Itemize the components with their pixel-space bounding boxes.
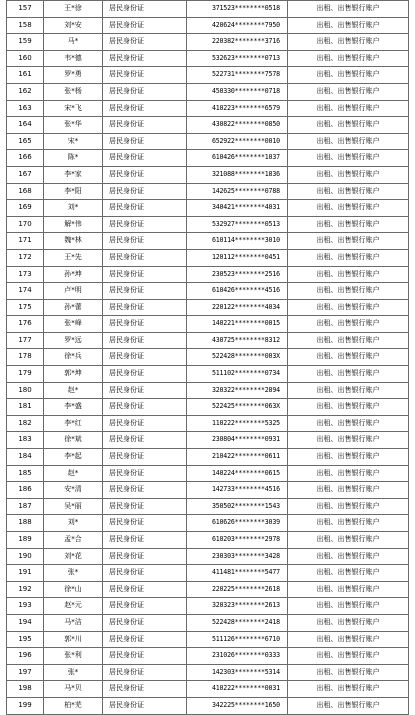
id-number: 532623********0713 <box>187 50 288 67</box>
row-number: 165 <box>7 133 44 150</box>
violation-reason: 出租、出售银行账户 <box>288 150 409 167</box>
violation-reason: 出租、出售银行账户 <box>288 117 409 134</box>
id-number: 522428********003X <box>187 349 288 366</box>
violation-reason: 出租、出售银行账户 <box>288 415 409 432</box>
id-number: 350502********1543 <box>187 498 288 515</box>
person-name: 宋*飞 <box>44 100 103 117</box>
id-number: 511126********6710 <box>187 631 288 648</box>
id-type: 居民身份证 <box>103 83 187 100</box>
row-number: 178 <box>7 349 44 366</box>
row-number: 184 <box>7 449 44 466</box>
row-number: 182 <box>7 415 44 432</box>
violation-reason: 出租、出售银行账户 <box>288 382 409 399</box>
row-number: 194 <box>7 614 44 631</box>
row-number: 161 <box>7 67 44 84</box>
id-number: 522425********063X <box>187 399 288 416</box>
person-name: 李*盛 <box>44 399 103 416</box>
id-type: 居民身份证 <box>103 664 187 681</box>
table-row <box>7 664 409 681</box>
person-name: 郭*川 <box>44 631 103 648</box>
violation-reason: 出租、出售银行账户 <box>288 233 409 250</box>
table-row <box>7 581 409 598</box>
table-row <box>7 17 409 34</box>
id-type: 居民身份证 <box>103 117 187 134</box>
id-type: 居民身份证 <box>103 316 187 333</box>
row-number: 192 <box>7 581 44 598</box>
id-number: 610426********4516 <box>187 283 288 300</box>
table-row <box>7 332 409 349</box>
id-type: 居民身份证 <box>103 482 187 499</box>
table-row <box>7 67 409 84</box>
row-number: 185 <box>7 465 44 482</box>
id-type: 居民身份证 <box>103 548 187 565</box>
id-number: 142625********0788 <box>187 183 288 200</box>
person-name: 张* <box>44 565 103 582</box>
violation-reason: 出租、出售银行账户 <box>288 283 409 300</box>
violation-reason: 出租、出售银行账户 <box>288 67 409 84</box>
table-row <box>7 681 409 698</box>
row-number: 177 <box>7 332 44 349</box>
person-name: 刘* <box>44 200 103 217</box>
row-number: 196 <box>7 648 44 665</box>
table-row <box>7 233 409 250</box>
person-name: 郭*坤 <box>44 366 103 383</box>
id-number: 220382********3716 <box>187 34 288 51</box>
row-number: 188 <box>7 515 44 532</box>
row-number: 163 <box>7 100 44 117</box>
person-name: 罗*勇 <box>44 67 103 84</box>
row-number: 166 <box>7 150 44 167</box>
row-number: 172 <box>7 249 44 266</box>
violation-reason: 出租、出售银行账户 <box>288 17 409 34</box>
row-number: 193 <box>7 598 44 615</box>
table-row <box>7 515 409 532</box>
id-type: 居民身份证 <box>103 598 187 615</box>
row-number: 170 <box>7 216 44 233</box>
row-number: 167 <box>7 166 44 183</box>
violation-reason: 出租、出售银行账户 <box>288 249 409 266</box>
table-row <box>7 697 409 714</box>
id-number: 220225********2618 <box>187 581 288 598</box>
person-name: 李*阳 <box>44 183 103 200</box>
row-number: 158 <box>7 17 44 34</box>
table-row <box>7 482 409 499</box>
violation-reason: 出租、出售银行账户 <box>288 565 409 582</box>
id-number: 220122********4034 <box>187 299 288 316</box>
person-name: 王*徐 <box>44 1 103 18</box>
person-name: 李*起 <box>44 449 103 466</box>
row-number: 189 <box>7 532 44 549</box>
id-number: 450330********0718 <box>187 83 288 100</box>
person-name: 张*华 <box>44 117 103 134</box>
id-type: 居民身份证 <box>103 565 187 582</box>
violation-reason: 出租、出售银行账户 <box>288 664 409 681</box>
violation-reason: 出租、出售银行账户 <box>288 498 409 515</box>
person-name: 李*红 <box>44 415 103 432</box>
violation-reason: 出租、出售银行账户 <box>288 598 409 615</box>
row-number: 157 <box>7 1 44 18</box>
violation-reason: 出租、出售银行账户 <box>288 100 409 117</box>
id-type: 居民身份证 <box>103 249 187 266</box>
row-number: 169 <box>7 200 44 217</box>
person-name: 安*清 <box>44 482 103 499</box>
id-type: 居民身份证 <box>103 697 187 714</box>
person-name: 刘*花 <box>44 548 103 565</box>
row-number: 180 <box>7 382 44 399</box>
table-row <box>7 266 409 283</box>
id-number: 511102********0734 <box>187 366 288 383</box>
id-number: 522428********2418 <box>187 614 288 631</box>
id-type: 居民身份证 <box>103 17 187 34</box>
id-type: 居民身份证 <box>103 1 187 18</box>
id-type: 居民身份证 <box>103 449 187 466</box>
table-row <box>7 349 409 366</box>
person-name: 陈* <box>44 150 103 167</box>
violation-reason: 出租、出售银行账户 <box>288 449 409 466</box>
violation-reason: 出租、出售银行账户 <box>288 482 409 499</box>
id-type: 居民身份证 <box>103 283 187 300</box>
person-name: 张* <box>44 664 103 681</box>
row-number: 164 <box>7 117 44 134</box>
person-name: 马*贝 <box>44 681 103 698</box>
id-type: 居民身份证 <box>103 34 187 51</box>
table-row <box>7 631 409 648</box>
id-type: 居民身份证 <box>103 581 187 598</box>
id-type: 居民身份证 <box>103 50 187 67</box>
id-number: 142733********4516 <box>187 482 288 499</box>
violation-reason: 出租、出售银行账户 <box>288 34 409 51</box>
table-row <box>7 598 409 615</box>
table-row <box>7 183 409 200</box>
table-row <box>7 150 409 167</box>
id-type: 居民身份证 <box>103 382 187 399</box>
table-row <box>7 449 409 466</box>
id-type: 居民身份证 <box>103 216 187 233</box>
table-row <box>7 50 409 67</box>
person-name: 徐*斌 <box>44 432 103 449</box>
id-number: 231026********0333 <box>187 648 288 665</box>
table-row <box>7 283 409 300</box>
table-row <box>7 100 409 117</box>
table-row <box>7 648 409 665</box>
table-row <box>7 83 409 100</box>
table-row <box>7 1 409 18</box>
person-name: 张*杨 <box>44 83 103 100</box>
id-type: 居民身份证 <box>103 266 187 283</box>
table-row <box>7 498 409 515</box>
violation-reason: 出租、出售银行账户 <box>288 200 409 217</box>
id-number: 420624********7950 <box>187 17 288 34</box>
person-name: 孙*坤 <box>44 266 103 283</box>
violation-reason: 出租、出售银行账户 <box>288 648 409 665</box>
violation-reason: 出租、出售银行账户 <box>288 399 409 416</box>
violation-reason: 出租、出售银行账户 <box>288 631 409 648</box>
id-number: 410223********6579 <box>187 100 288 117</box>
id-type: 居民身份证 <box>103 465 187 482</box>
id-type: 居民身份证 <box>103 332 187 349</box>
row-number: 173 <box>7 266 44 283</box>
violation-reason: 出租、出售银行账户 <box>288 1 409 18</box>
id-number: 110222********5325 <box>187 415 288 432</box>
table-row <box>7 432 409 449</box>
violation-reason: 出租、出售银行账户 <box>288 50 409 67</box>
id-type: 居民身份证 <box>103 415 187 432</box>
violation-reason: 出租、出售银行账户 <box>288 349 409 366</box>
id-number: 140221********0015 <box>187 316 288 333</box>
row-number: 175 <box>7 299 44 316</box>
row-number: 181 <box>7 399 44 416</box>
violation-reason: 出租、出售银行账户 <box>288 266 409 283</box>
violation-reason: 出租、出售银行账户 <box>288 515 409 532</box>
id-type: 居民身份证 <box>103 299 187 316</box>
row-number: 174 <box>7 283 44 300</box>
id-number: 230804********0931 <box>187 432 288 449</box>
table-row <box>7 299 409 316</box>
person-name: 魏*林 <box>44 233 103 250</box>
id-number: 340421********4031 <box>187 200 288 217</box>
row-number: 159 <box>7 34 44 51</box>
person-name: 解*伟 <box>44 216 103 233</box>
row-number: 190 <box>7 548 44 565</box>
id-number: 120112********0451 <box>187 249 288 266</box>
id-number: 230523********2516 <box>187 266 288 283</box>
person-name: 刘*安 <box>44 17 103 34</box>
table-body <box>7 1 409 715</box>
person-name: 孟*合 <box>44 532 103 549</box>
id-type: 居民身份证 <box>103 100 187 117</box>
person-name: 罗*远 <box>44 332 103 349</box>
table-row <box>7 34 409 51</box>
person-name: 宋* <box>44 133 103 150</box>
id-number: 410222********0031 <box>187 681 288 698</box>
person-name: 徐*山 <box>44 581 103 598</box>
table-row <box>7 382 409 399</box>
row-number: 176 <box>7 316 44 333</box>
row-number: 198 <box>7 681 44 698</box>
id-type: 居民身份证 <box>103 614 187 631</box>
id-type: 居民身份证 <box>103 399 187 416</box>
id-type: 居民身份证 <box>103 532 187 549</box>
row-number: 183 <box>7 432 44 449</box>
person-name: 徐*兵 <box>44 349 103 366</box>
row-number: 199 <box>7 697 44 714</box>
id-number: 610426********1037 <box>187 150 288 167</box>
violation-reason: 出租、出售银行账户 <box>288 681 409 698</box>
id-type: 居民身份证 <box>103 133 187 150</box>
id-number: 371523********0518 <box>187 1 288 18</box>
violation-reason: 出租、出售银行账户 <box>288 216 409 233</box>
id-number: 610203********2978 <box>187 532 288 549</box>
id-number: 142303********5314 <box>187 664 288 681</box>
id-number: 411481********5477 <box>187 565 288 582</box>
id-type: 居民身份证 <box>103 183 187 200</box>
row-number: 195 <box>7 631 44 648</box>
id-number: 430822********0850 <box>187 117 288 134</box>
table-row <box>7 366 409 383</box>
person-name: 卢*明 <box>44 283 103 300</box>
violation-reason: 出租、出售银行账户 <box>288 332 409 349</box>
table-row <box>7 216 409 233</box>
id-number: 342225********1650 <box>187 697 288 714</box>
person-name: 孙*蕾 <box>44 299 103 316</box>
row-number: 171 <box>7 233 44 250</box>
id-type: 居民身份证 <box>103 67 187 84</box>
violation-reason: 出租、出售银行账户 <box>288 133 409 150</box>
table-row <box>7 200 409 217</box>
row-number: 160 <box>7 50 44 67</box>
row-number: 187 <box>7 498 44 515</box>
violation-reason: 出租、出售银行账户 <box>288 316 409 333</box>
id-type: 居民身份证 <box>103 631 187 648</box>
id-number: 140224********0615 <box>187 465 288 482</box>
row-number: 197 <box>7 664 44 681</box>
person-name: 王*先 <box>44 249 103 266</box>
person-name: 马*洁 <box>44 614 103 631</box>
id-number: 430725********8312 <box>187 332 288 349</box>
table-row <box>7 532 409 549</box>
table-row <box>7 316 409 333</box>
violation-reason: 出租、出售银行账户 <box>288 183 409 200</box>
person-name: 张*利 <box>44 648 103 665</box>
person-name: 吴*丽 <box>44 498 103 515</box>
table-row <box>7 565 409 582</box>
row-number: 191 <box>7 565 44 582</box>
id-type: 居民身份证 <box>103 349 187 366</box>
violation-reason: 出租、出售银行账户 <box>288 366 409 383</box>
violation-reason: 出租、出售银行账户 <box>288 83 409 100</box>
person-name: 韦*德 <box>44 50 103 67</box>
id-type: 居民身份证 <box>103 681 187 698</box>
person-name: 李*家 <box>44 166 103 183</box>
id-number: 210422********0611 <box>187 449 288 466</box>
table-row <box>7 117 409 134</box>
row-number: 179 <box>7 366 44 383</box>
violation-reason: 出租、出售银行账户 <box>288 532 409 549</box>
row-number: 168 <box>7 183 44 200</box>
id-number: 320322********2894 <box>187 382 288 399</box>
id-number: 321088********1836 <box>187 166 288 183</box>
person-name: 刘* <box>44 515 103 532</box>
violation-reason: 出租、出售银行账户 <box>288 465 409 482</box>
id-number: 610626********3039 <box>187 515 288 532</box>
table-row <box>7 249 409 266</box>
table-row <box>7 415 409 432</box>
id-type: 居民身份证 <box>103 648 187 665</box>
table-row <box>7 399 409 416</box>
row-number: 162 <box>7 83 44 100</box>
table-row <box>7 465 409 482</box>
person-name: 赵* <box>44 382 103 399</box>
id-number: 230303********3428 <box>187 548 288 565</box>
id-number: 610114********3010 <box>187 233 288 250</box>
id-type: 居民身份证 <box>103 233 187 250</box>
id-type: 居民身份证 <box>103 498 187 515</box>
violation-reason: 出租、出售银行账户 <box>288 697 409 714</box>
violation-reason: 出租、出售银行账户 <box>288 548 409 565</box>
person-name: 柏*芜 <box>44 697 103 714</box>
violation-reason: 出租、出售银行账户 <box>288 299 409 316</box>
table-row <box>7 614 409 631</box>
table-row <box>7 133 409 150</box>
id-number: 532927********0513 <box>187 216 288 233</box>
id-number: 522731********7578 <box>187 67 288 84</box>
violation-reason: 出租、出售银行账户 <box>288 614 409 631</box>
person-name: 赵* <box>44 465 103 482</box>
person-name: 赵*元 <box>44 598 103 615</box>
table-row <box>7 166 409 183</box>
violation-reason: 出租、出售银行账户 <box>288 432 409 449</box>
account-blacklist-table <box>6 0 409 715</box>
violation-reason: 出租、出售银行账户 <box>288 581 409 598</box>
id-number: 320323********2613 <box>187 598 288 615</box>
id-type: 居民身份证 <box>103 366 187 383</box>
table-row <box>7 548 409 565</box>
violation-reason: 出租、出售银行账户 <box>288 166 409 183</box>
id-type: 居民身份证 <box>103 150 187 167</box>
id-number: 652922********0010 <box>187 133 288 150</box>
row-number: 186 <box>7 482 44 499</box>
id-type: 居民身份证 <box>103 200 187 217</box>
person-name: 张*峰 <box>44 316 103 333</box>
id-type: 居民身份证 <box>103 166 187 183</box>
id-type: 居民身份证 <box>103 515 187 532</box>
person-name: 马* <box>44 34 103 51</box>
id-type: 居民身份证 <box>103 432 187 449</box>
